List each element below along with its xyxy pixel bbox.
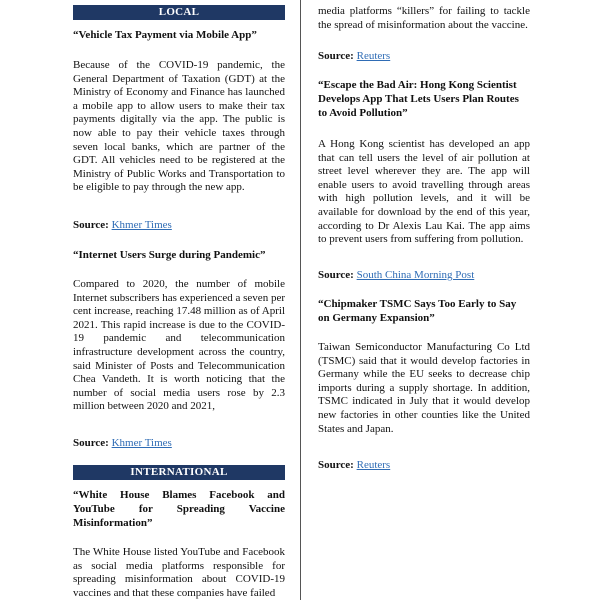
tsmc-source: [318, 458, 530, 472]
tsmc-headline: “Chipmaker TSMC Says Too Early to Say on Germany Expansion”: [318, 298, 517, 324]
source-label: Source:: [318, 269, 354, 281]
hong-kong-app-headline: “Escape the Bad Air: Hong Kong Scientist Develops App That Lets Users Plan Routes to Avoid Pollution”: [318, 79, 519, 119]
international-section-header: INTERNATIONAL: [73, 465, 285, 480]
vehicle-tax-source: [73, 218, 285, 232]
internet-users-body: Compared to 2020, the number of mobile Internet subscribers has experienced a seven per cent increase, reaching 17.48 million as of April 2021. This rapid increase is due to the COVID-19 pandemic and telecommunication infrastructure development across the country, said Minister of Posts and Telecommunication Chea Vandeth. It is worth noticing that the number of social media users rose by 2.3 million between 2020 and 2021,: [73, 278, 285, 413]
hong-kong-app-body: A Hong Kong scientist has developed an app that can tell users the level of air pollution at street level wherever they are. The app will enable users to avoid travelling through areas with high pollution levels, and it will be available for download by the end of this year, according to Dr Alexis Lau Kai. The app aims to prevent users from suffering from pollution.: [318, 138, 530, 246]
khmer-times-link[interactable]: Khmer Times: [111, 437, 172, 449]
white-house-body: The White House listed YouTube and Facebook as social media platforms responsible for spreading misinformation about COVID-19 vaccines and that these companies have failed: [73, 546, 285, 599]
reuters-link[interactable]: Reuters: [356, 459, 391, 471]
white-house-source: [318, 49, 530, 63]
internet-users-headline: “Internet Users Surge during Pandemic”: [73, 249, 266, 261]
source-label: Source:: [73, 219, 109, 231]
source-label: Source:: [318, 50, 354, 62]
reuters-link[interactable]: Reuters: [356, 50, 391, 62]
source-label: Source:: [318, 459, 354, 471]
tsmc-body: Taiwan Semiconductor Manufacturing Co Ltd (TSMC) said that it would develop factories in Germany while the EU seeks to decrease chip imports during a supply shortage. In addition, TSMC indicated in July that it would develop new factories in other counties like the United States and Japan.: [318, 341, 530, 435]
white-house-headline: “White House Blames Facebook and YouTube for Spreading Vaccine Misinformation”: [73, 489, 285, 529]
local-section-header: LOCAL: [73, 5, 285, 20]
khmer-times-link[interactable]: Khmer Times: [111, 219, 172, 231]
internet-users-source: [73, 436, 285, 450]
vehicle-tax-body: Because of the COVID-19 pandemic, the General Department of Taxation (GDT) at the Ministry of Economy and Finance has launched a mobile app to allow users to make their tax payments digitally via the app. The public is now able to pay their vehicle taxes through seven local banks, which are partner of the GDT. All vehicles need to be registered at the Ministry of Public Works and Transportation to be eligible to pay through the new app.: [73, 59, 285, 194]
white-house-body-continued: media platforms “killers” for failing to tackle the spread of misinformation about the vaccine.: [318, 5, 530, 31]
column-divider: [300, 0, 301, 600]
scmp-link[interactable]: South China Morning Post: [356, 269, 475, 281]
hong-kong-app-source: [318, 268, 530, 282]
source-label: Source:: [73, 437, 109, 449]
vehicle-tax-headline: “Vehicle Tax Payment via Mobile App”: [73, 29, 257, 41]
